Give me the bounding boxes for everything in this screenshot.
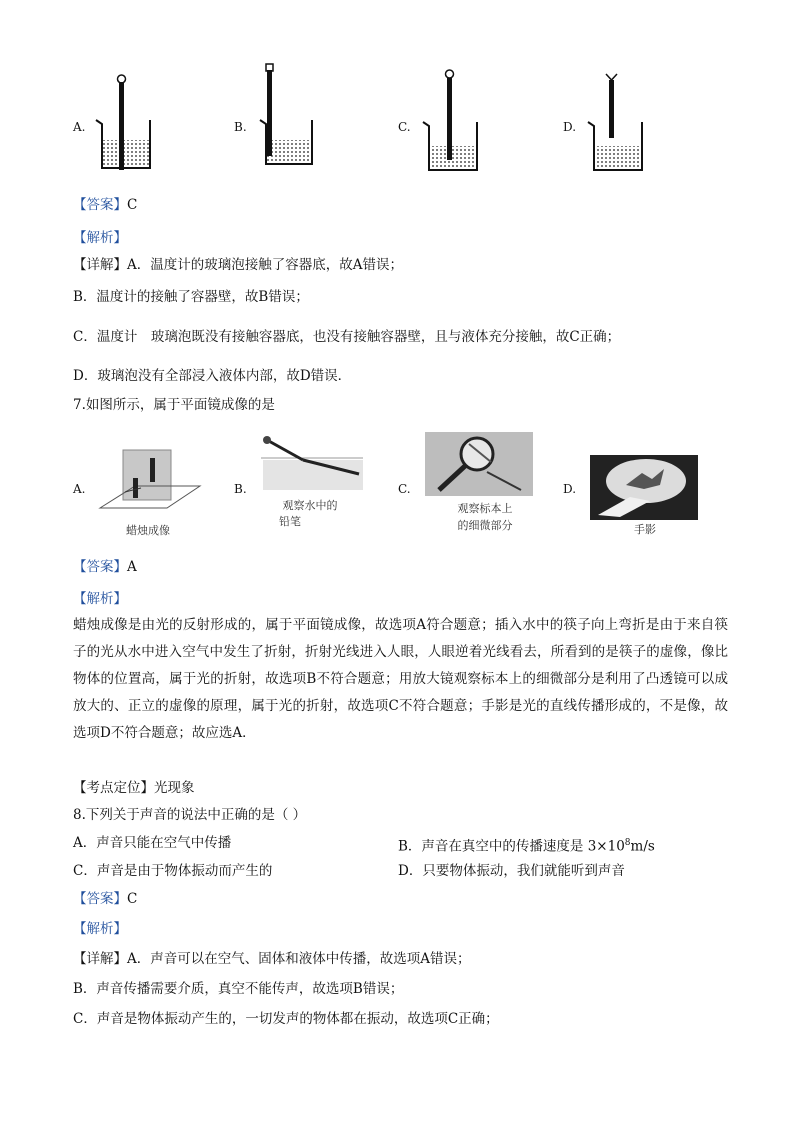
- q7-option-b-label: B.: [234, 482, 247, 496]
- q7-analysis-tag: 【解析】: [73, 591, 127, 607]
- beaker-thermometer-a-figure: [90, 70, 160, 175]
- hand-shadow-photo: [590, 455, 698, 520]
- q6-option-c-label: C.: [398, 120, 411, 134]
- q8-answer: [73, 889, 137, 909]
- q7-answer: [73, 557, 137, 577]
- q8-detail-line-2: B．声音传播需要介质，真空不能传声，故选项B错误；: [73, 981, 404, 997]
- q6-analysis-tag: 【解析】: [73, 230, 127, 246]
- q7-option-c-label: C.: [398, 482, 411, 496]
- kaodian-value: 光现象: [154, 780, 195, 796]
- q7-kaodian: [73, 778, 195, 798]
- q7-caption-a: 蜡烛成像: [126, 524, 170, 537]
- answer-value: C: [127, 197, 138, 213]
- q6-answer: [73, 195, 137, 215]
- q7-caption-d: 手影: [634, 523, 656, 536]
- q6-detail-line-4: D．玻璃泡没有全部浸入液体内部，故D错误．: [73, 368, 352, 384]
- pencil-in-water-photo: [255, 432, 367, 494]
- beaker-thermometer-c-figure: [415, 68, 487, 176]
- beaker-thermometer-d-figure: [580, 68, 652, 176]
- q7-caption-c-line-2: 的细微部分: [457, 519, 513, 532]
- q7-caption-c-line-1: 观察标本上: [457, 502, 513, 515]
- beaker-thermometer-b-figure: [250, 62, 322, 172]
- q8-option-a: A．声音只能在空气中传播: [73, 835, 232, 851]
- answer-tag: 【答案】: [73, 559, 127, 575]
- q8-option-b-exponent: 8: [624, 838, 631, 848]
- q8-option-d: D．只要物体振动，我们就能听到声音: [398, 863, 625, 879]
- q6-option-a-label: A.: [73, 120, 86, 134]
- candle-mirror-photo: [95, 448, 205, 520]
- q6-detail-line-2: B．温度计的接触了容器壁，故B错误；: [73, 289, 309, 305]
- q8-analysis-tag: 【解析】: [73, 921, 127, 937]
- q8-option-b-unit: m/s: [630, 838, 655, 855]
- answer-value: C: [127, 891, 138, 907]
- q8-option-b-text: B．声音在真空中的传播速度是 3×10: [398, 838, 625, 855]
- answer-value: A: [127, 559, 137, 575]
- q8-detail-line-1: 【详解】A．声音可以在空气、固体和液体中传播，故选项A错误；: [73, 951, 471, 967]
- q6-option-d-label: D.: [563, 120, 577, 134]
- q7-question: 7.如图所示，属于平面镜成像的是: [73, 397, 275, 413]
- q8-question: 8.下列关于声音的说法中正确的是（ ）: [73, 807, 307, 823]
- q8-detail-line-3: C．声音是物体振动产生的，一切发声的物体都在振动，故选项C正确；: [73, 1011, 499, 1027]
- kaodian-tag: 【考点定位】: [73, 780, 154, 796]
- answer-tag: 【答案】: [73, 891, 127, 907]
- q7-caption-b-line-2: 铅笔: [279, 515, 301, 528]
- q7-caption-b-line-1: 观察水中的: [282, 499, 338, 512]
- q6-option-b-label: B.: [234, 120, 247, 134]
- magnifier-specimen-photo: [425, 432, 533, 496]
- q8-option-c: C．声音是由于物体振动而产生的: [73, 863, 273, 879]
- q7-analysis-paragraph: 蜡烛成像是由光的反射形成的，属于平面镜成像，故选项A符合题意；插入水中的筷子向上弯折是由于来自筷子的光从水中进入空气中发生了折射，折射光线进入人眼，人眼逆着光线看去，所看到的是筷子的虚像，像比物体的位置高，属于光的折射，故选项B不符合题意；用放大镜观察标本上的细微部分是利用了凸透镜可以成放大的、正立的虚像的原理，属于光的折射，故选项C不符合题意；手影是光的直线传播形成的，不是像，故选项D不符合题意；故应选A．: [73, 617, 728, 741]
- q7-option-a-label: A.: [73, 482, 86, 496]
- q6-detail-line-3: C．温度计 玻璃泡既没有接触容器底，也没有接触容器壁，且与液体充分接触，故C正确；: [73, 329, 621, 345]
- q7-option-d-label: D.: [563, 482, 577, 496]
- q8-option-b: [398, 833, 655, 857]
- answer-tag: 【答案】: [73, 197, 127, 213]
- q6-detail-line-1: 【详解】A．温度计的玻璃泡接触了容器底，故A错误；: [73, 257, 403, 273]
